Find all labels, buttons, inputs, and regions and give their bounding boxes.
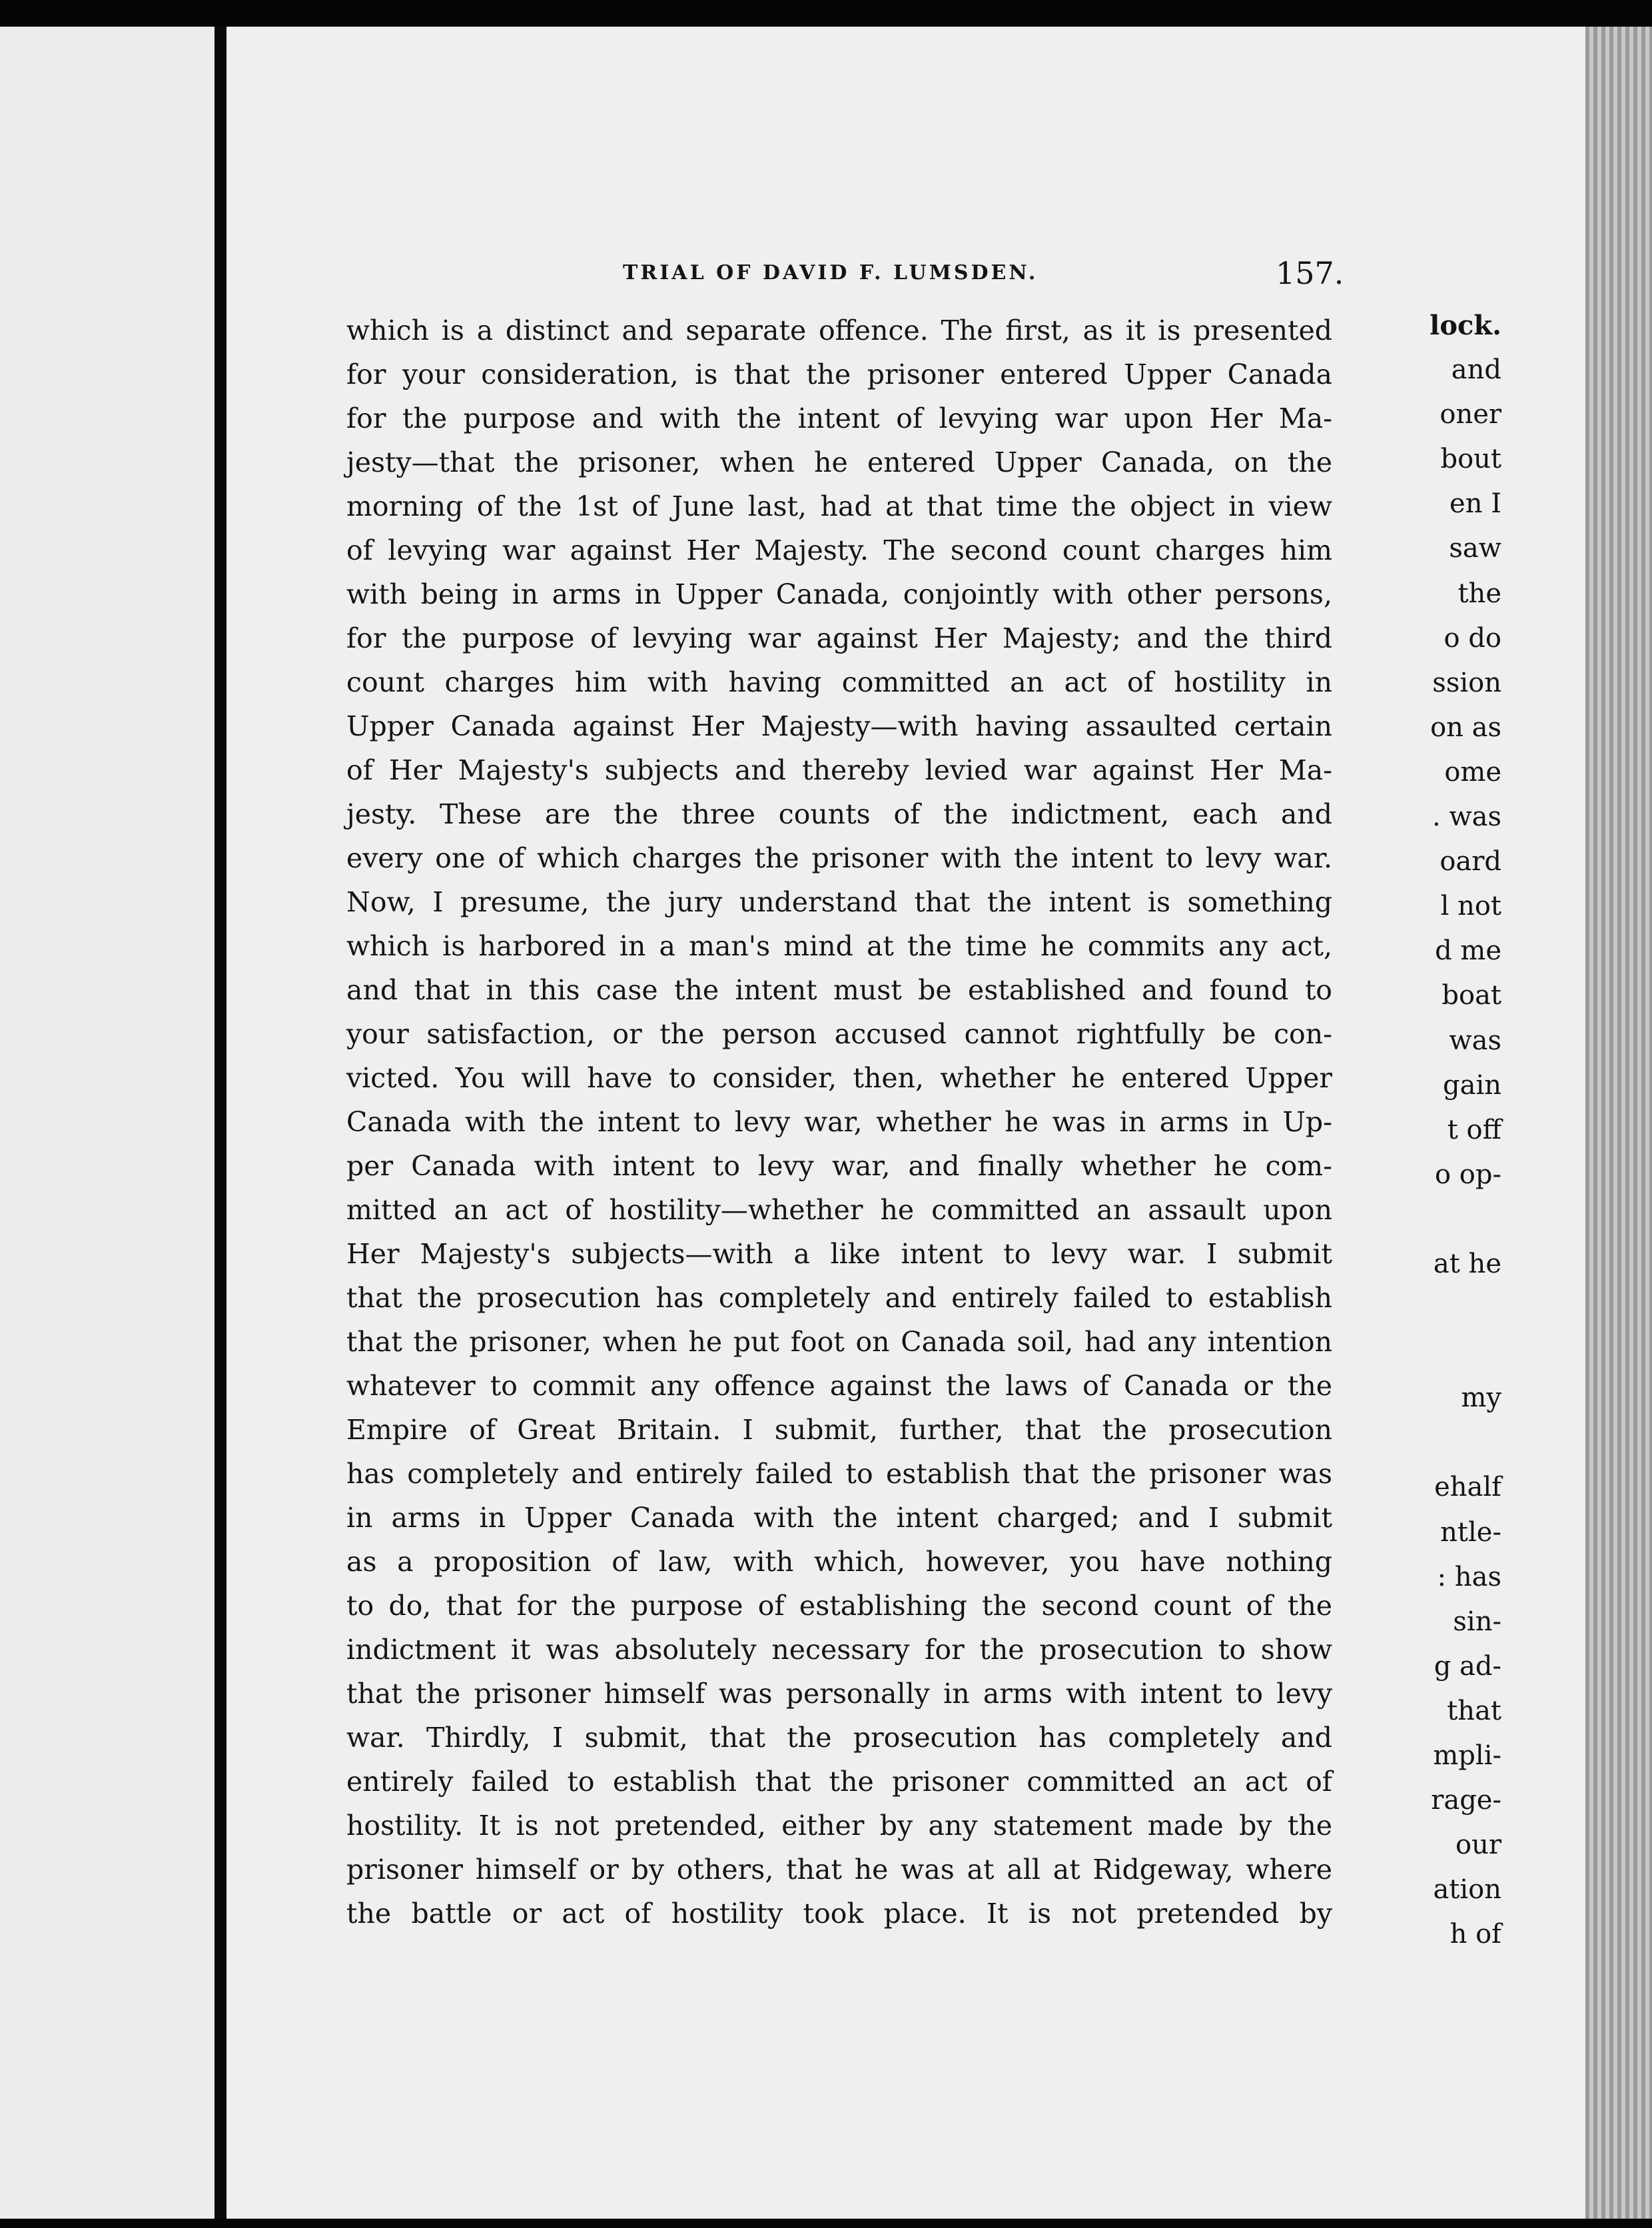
- text-line: every one of which charges the prisoner with the intent to levy war.: [346, 842, 1332, 874]
- text-line: Canada with the intent to levy war, whether he was in arms in Up-: [346, 1106, 1332, 1138]
- page-edge: [1585, 27, 1652, 2219]
- text-line: with being in arms in Upper Canada, conjointly with other persons,: [346, 578, 1332, 610]
- body-text: [346, 308, 1332, 1936]
- left-page-line: on as: [1430, 712, 1501, 743]
- text-line: count charges him with having committed an act of hostility in: [346, 666, 1332, 698]
- left-page-line: t off: [1447, 1114, 1501, 1145]
- text-line: morning of the 1st of June last, had at that time the object in view: [346, 490, 1332, 522]
- text-line: in arms in Upper Canada with the intent charged; and I submit: [346, 1502, 1332, 1534]
- running-title: TRIAL OF DAVID F. LUMSDEN.: [623, 261, 1038, 284]
- left-page-line: en I: [1449, 488, 1501, 520]
- text-line: that the prosecution has completely and entirely failed to establish: [346, 1282, 1332, 1314]
- left-page-line: ome: [1444, 756, 1501, 788]
- text-line: the battle or act of hostility took place. It is not pretended by: [346, 1898, 1332, 1930]
- text-line: as a proposition of law, with which, however, you have nothing: [346, 1546, 1332, 1578]
- left-page-line: oard: [1440, 846, 1501, 877]
- left-page-text: [1430, 303, 1501, 1957]
- left-page-line: sin-: [1453, 1606, 1501, 1637]
- text-line: for the purpose of levying war against Her Majesty; and the third: [346, 622, 1332, 654]
- left-page-line: h of: [1449, 1919, 1501, 1950]
- text-line: Upper Canada against Her Majesty—with having assaulted certain: [346, 710, 1332, 742]
- text-line: indictment it was absolutely necessary for the prosecution to show: [346, 1634, 1332, 1666]
- left-page-line: ntle-: [1440, 1516, 1501, 1548]
- book-gutter: [214, 27, 226, 2219]
- left-page-line: d me: [1435, 935, 1501, 967]
- left-page-line: [1430, 1197, 1501, 1242]
- left-page-line: at he: [1433, 1248, 1501, 1279]
- left-page-line: mpli-: [1433, 1740, 1501, 1771]
- text-line: per Canada with intent to levy war, and finally whether he com-: [346, 1150, 1332, 1182]
- left-page-line: my: [1461, 1383, 1501, 1414]
- text-line: and that in this case the intent must be established and found to: [346, 974, 1332, 1006]
- left-page-line: the: [1457, 578, 1501, 609]
- left-page-line: bout: [1440, 444, 1501, 475]
- left-page-line: [1430, 1331, 1501, 1376]
- left-page-line: and: [1451, 354, 1501, 386]
- left-page-line: oner: [1440, 399, 1501, 430]
- text-line: that the prisoner, when he put foot on Canada soil, had any intention: [346, 1326, 1332, 1358]
- left-page-line: saw: [1449, 533, 1501, 564]
- left-page-line: ation: [1433, 1874, 1501, 1906]
- text-line: Now, I presume, the jury understand that the intent is something: [346, 886, 1332, 918]
- left-page-line: o do: [1444, 622, 1501, 654]
- left-page-line: ssion: [1432, 667, 1501, 698]
- text-line: which is a distinct and separate offence. The first, as it is presented: [346, 314, 1332, 346]
- left-page-line: ehalf: [1434, 1472, 1501, 1503]
- text-line: jesty. These are the three counts of the indictment, each and: [346, 798, 1332, 830]
- left-page-line: that: [1447, 1695, 1501, 1726]
- text-line: your satisfaction, or the person accused cannot rightfully be con-: [346, 1018, 1332, 1050]
- text-line: whatever to commit any offence against the laws of Canada or the: [346, 1370, 1332, 1402]
- text-line: war. Thirdly, I submit, that the prosecution has completely and: [346, 1722, 1332, 1754]
- text-line: of Her Majesty's subjects and thereby levied war against Her Ma-: [346, 754, 1332, 786]
- text-line: victed. You will have to consider, then, whether he entered Upper: [346, 1062, 1332, 1094]
- text-line: prisoner himself or by others, that he was at all at Ridgeway, where: [346, 1854, 1332, 1886]
- text-line: jesty—that the prisoner, when he entered Upper Canada, on the: [346, 446, 1332, 478]
- text-line: that the prisoner himself was personally in arms with intent to levy: [346, 1678, 1332, 1710]
- left-page-line: : has: [1437, 1561, 1501, 1592]
- text-line: which is harbored in a man's mind at the time he commits any act,: [346, 930, 1332, 962]
- left-page-line: o op-: [1435, 1159, 1501, 1190]
- left-page-line: lock.: [1430, 310, 1501, 341]
- left-page-line: our: [1455, 1830, 1501, 1861]
- text-line: mitted an act of hostility—whether he committed an assault upon: [346, 1194, 1332, 1226]
- text-line: of levying war against Her Majesty. The second count charges him: [346, 534, 1332, 566]
- text-line: Empire of Great Britain. I submit, further, that the prosecution: [346, 1414, 1332, 1446]
- text-line: entirely failed to establish that the prisoner committed an act of: [346, 1766, 1332, 1798]
- left-page-line: was: [1449, 1025, 1501, 1056]
- left-page-line: rage-: [1431, 1785, 1501, 1816]
- text-line: to do, that for the purpose of establishing the second count of the: [346, 1590, 1332, 1622]
- left-page-line: [1430, 1287, 1501, 1331]
- left-page: [0, 27, 214, 2219]
- left-page-line: boat: [1442, 980, 1501, 1011]
- text-line: for the purpose and with the intent of levying war upon Her Ma-: [346, 402, 1332, 434]
- left-page-line: gain: [1442, 1069, 1501, 1101]
- text-line: for your consideration, is that the prisoner entered Upper Canada: [346, 358, 1332, 390]
- page-header: [226, 253, 1585, 293]
- page-number: 157.: [1276, 255, 1344, 291]
- text-line: Her Majesty's subjects—with a like intent to levy war. I submit: [346, 1238, 1332, 1270]
- text-line: has completely and entirely failed to establish that the prisoner was: [346, 1458, 1332, 1490]
- left-page-line: g ad-: [1434, 1650, 1501, 1682]
- text-line: hostility. It is not pretended, either by any statement made by the: [346, 1810, 1332, 1842]
- left-page-line: [1430, 1420, 1501, 1465]
- left-page-line: . was: [1432, 802, 1501, 833]
- left-page-line: l not: [1440, 891, 1501, 922]
